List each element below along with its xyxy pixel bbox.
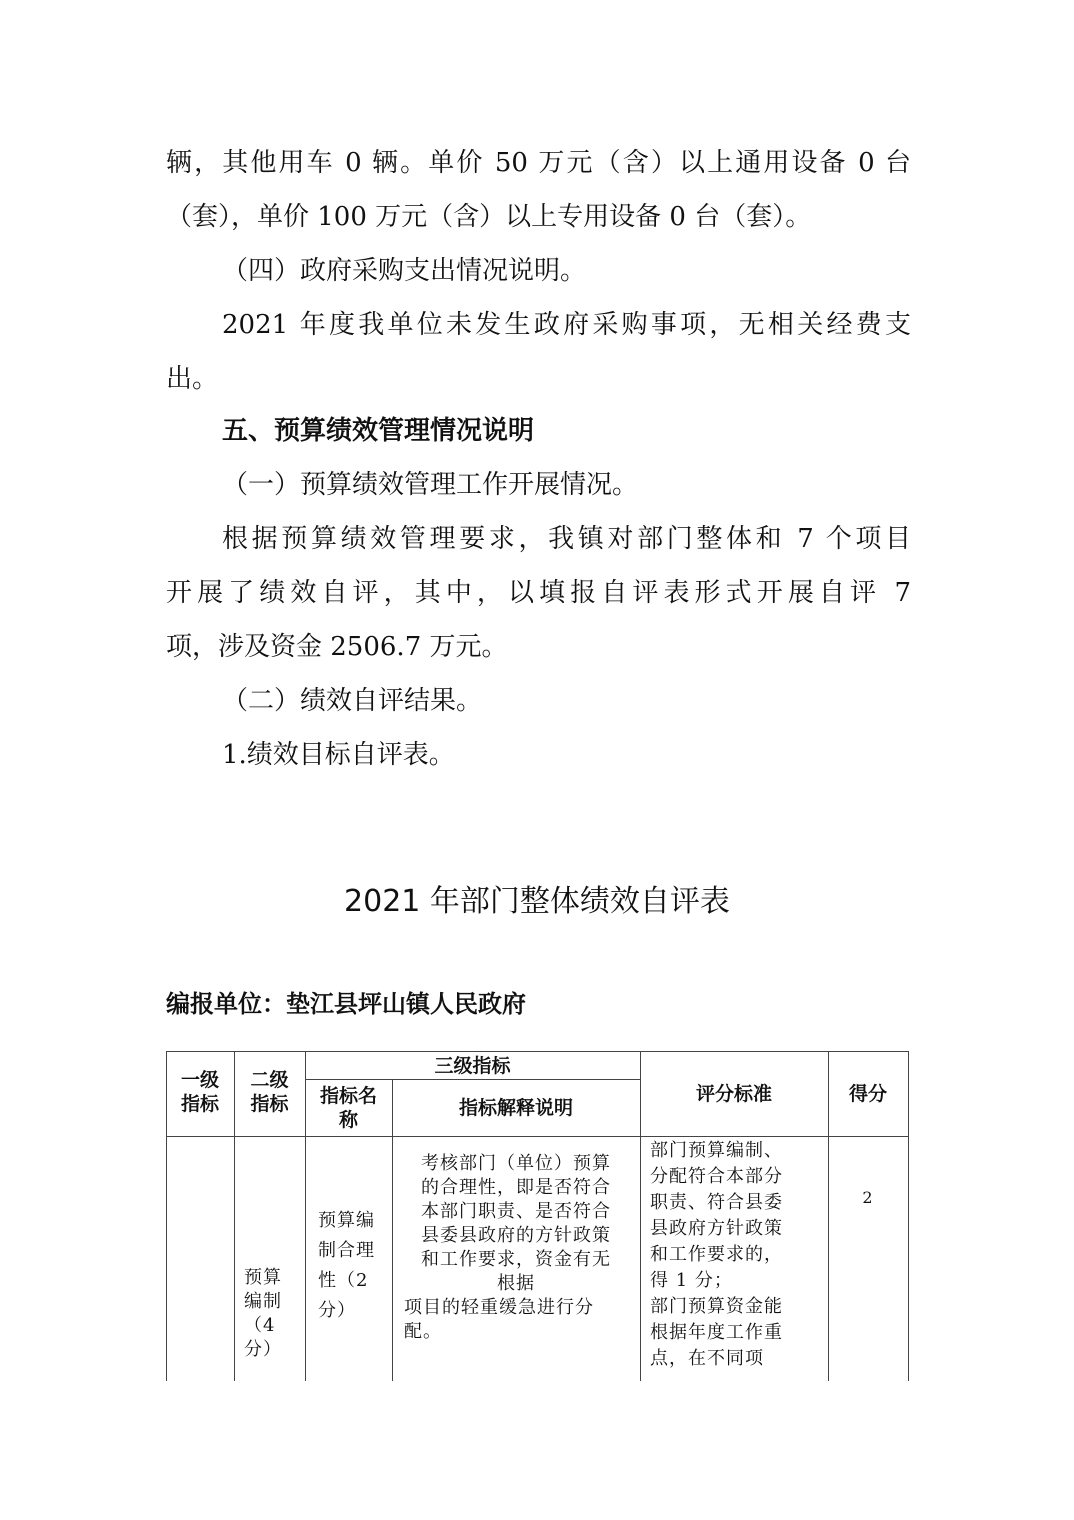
cell-text: 根据年度工作重 [650,1322,783,1343]
cell-text: 分） [318,1300,356,1321]
paragraph-line: 辆，其他用车 0 辆。单价 50 万元（含）以上通用设备 0 台 [166,148,911,178]
cell-text: 本部门职责、是否符合 [421,1201,611,1222]
cell-text: 根据 [497,1273,535,1294]
header-text: 称 [338,1109,358,1131]
cell-text: （4 [244,1315,276,1336]
cell-text: 和工作要求，资金有无 [421,1249,611,1270]
section-subheading: （四）政府采购支出情况说明。 [222,256,587,286]
cell-text: 分配符合本部分 [650,1166,783,1187]
table-border [908,1051,909,1381]
cell-text: 的合理性，即是否符合 [421,1177,611,1198]
table-title: 2021 年部门整体绩效自评表 [344,884,730,919]
cell-text: 制合理 [318,1240,375,1261]
level2-cell [244,1266,302,1362]
cell-text: 预算 [244,1267,282,1288]
section-heading: 五、预算绩效管理情况说明 [222,416,535,446]
header-text: 指标 [180,1093,219,1115]
header-text: 指标名 [319,1085,377,1107]
score-cell: 2 [862,1188,874,1207]
indicator-name-cell [318,1206,390,1326]
header-text: 二级 [250,1069,289,1091]
table-border [166,1051,909,1052]
header-level3: 三级指标 [434,1055,511,1077]
paragraph-line: （套），单价 100 万元（含）以上专用设备 0 台（套）。 [166,202,812,232]
cell-text: 职责、符合县委 [650,1192,783,1213]
header-score: 得分 [848,1083,887,1105]
cell-text: 项目的轻重缓急进行分 [404,1297,594,1318]
cell-text: 编制 [244,1291,282,1312]
section-subheading: （二）绩效自评结果。 [222,686,483,716]
cell-text: 县委县政府的方针政策 [421,1225,611,1246]
header-level1 [166,1068,234,1116]
cell-text: 部门预算资金能 [650,1296,783,1317]
cell-text: 配。 [404,1321,442,1342]
section-subheading: （一）预算绩效管理工作开展情况。 [222,470,639,500]
header-explanation: 指标解释说明 [458,1097,573,1119]
table-border [305,1079,640,1080]
cell-text: 性（2 [318,1270,369,1291]
table-border [392,1079,393,1381]
paragraph-line: 开展了绩效自评，其中，以填报自评表形式开展自评 7 [166,578,911,608]
paragraph-line: 2021 年度我单位未发生政府采购事项，无相关经费支 [222,310,911,340]
cell-text: 预算编 [318,1210,375,1231]
cell-text: 部门预算编制、 [650,1140,783,1161]
table-border [166,1136,909,1137]
header-standard: 评分标准 [695,1083,772,1105]
header-level2 [234,1068,305,1116]
standard-cell [650,1138,825,1372]
paragraph-line: 1.绩效目标自评表。 [222,740,455,770]
cell-text: 县政府方针政策 [650,1218,783,1239]
cell-text: 分） [244,1339,282,1360]
cell-text: 考核部门（单位）预算 [421,1153,611,1174]
cell-text: 和工作要求的， [650,1244,783,1265]
reporting-unit: 编报单位：垫江县坪山镇人民政府 [166,990,526,1018]
header-indicator-name [305,1084,392,1132]
cell-text: 得 1 分； [650,1270,733,1291]
cell-text: 点，在不同项 [650,1348,764,1369]
header-text: 一级 [180,1069,219,1091]
paragraph-line: 项，涉及资金 2506.7 万元。 [166,632,508,662]
explanation-cell [396,1152,636,1344]
paragraph-line: 出。 [166,364,219,394]
header-text: 指标 [250,1093,289,1115]
paragraph-line: 根据预算绩效管理要求，我镇对部门整体和 7 个项目 [222,524,911,554]
